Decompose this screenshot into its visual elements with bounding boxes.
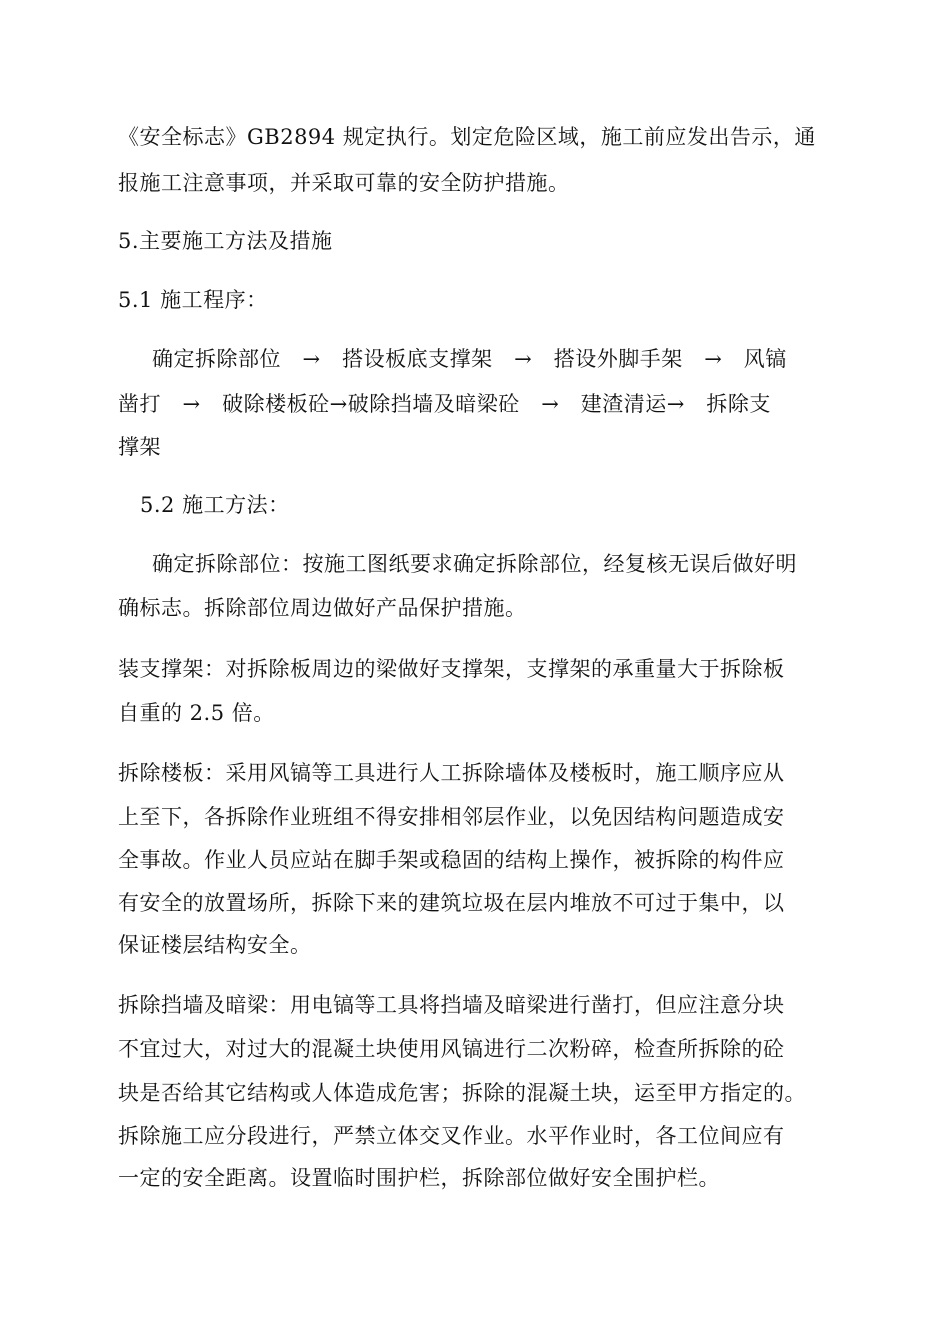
- paragraph-line: 块是否给其它结构或人体造成危害；拆除的混凝土块，运至甲方指定的。: [118, 1081, 806, 1105]
- paragraph-line: 不宜过大，对过大的混凝土块使用风镐进行二次粉碎，检查所拆除的砼: [118, 1037, 785, 1061]
- paragraph-line: 拆除施工应分段进行，严禁立体交叉作业。水平作业时，各工位间应有: [118, 1124, 785, 1148]
- paragraph-line: 拆除楼板：采用风镐等工具进行人工拆除墙体及楼板时，施工顺序应从: [118, 761, 785, 785]
- process-flow-line: 确定拆除部位 → 搭设板底支撑架 → 搭设外脚手架 → 风镐: [152, 347, 787, 371]
- paragraph-line: 《安全标志》GB2894 规定执行。划定危险区域，施工前应发出告示，通: [118, 125, 816, 149]
- paragraph-line: 确标志。拆除部位周边做好产品保护措施。: [118, 596, 527, 620]
- paragraph-line: 全事故。作业人员应站在脚手架或稳固的结构上操作，被拆除的构件应: [118, 848, 785, 872]
- process-flow-line: 撑架: [118, 435, 161, 459]
- paragraph-line: 上至下，各拆除作业班组不得安排相邻层作业，以免因结构问题造成安: [118, 805, 785, 829]
- paragraph-line: 装支撑架：对拆除板周边的梁做好支撑架，支撑架的承重量大于拆除板: [118, 657, 785, 681]
- paragraph-line: 有安全的放置场所，拆除下来的建筑垃圾在层内堆放不可过于集中，以: [118, 891, 785, 915]
- paragraph-line: 保证楼层结构安全。: [118, 933, 312, 957]
- subsection-heading: 5.1 施工程序：: [118, 288, 268, 312]
- paragraph-line: 拆除挡墙及暗梁：用电镐等工具将挡墙及暗梁进行凿打，但应注意分块: [118, 993, 785, 1017]
- process-flow-line: 凿打 → 破除楼板砼→破除挡墙及暗梁砼 → 建渣清运→ 拆除支: [118, 392, 771, 416]
- section-heading: 5.主要施工方法及措施: [118, 229, 333, 253]
- paragraph-line: 一定的安全距离。设置临时围护栏，拆除部位做好安全围护栏。: [118, 1166, 720, 1190]
- paragraph-line: 自重的 2.5 倍。: [118, 701, 275, 725]
- subsection-heading: 5.2 施工方法：: [140, 493, 290, 517]
- paragraph-line: 报施工注意事项，并采取可靠的安全防护措施。: [118, 171, 570, 195]
- paragraph-line: 确定拆除部位：按施工图纸要求确定拆除部位，经复核无误后做好明: [152, 552, 797, 576]
